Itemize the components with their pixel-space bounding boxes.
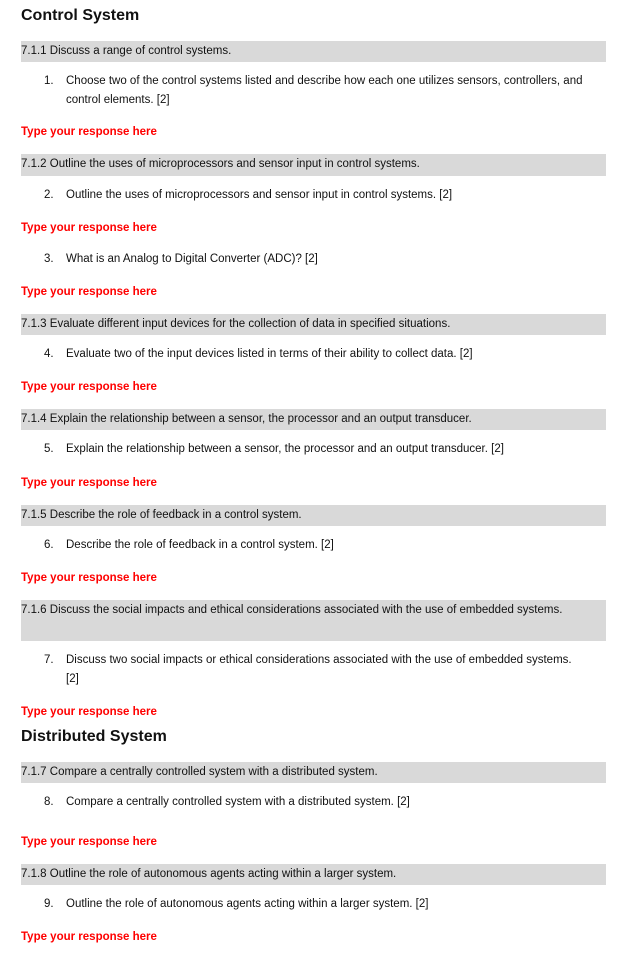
question-number: 3. [44, 253, 54, 265]
question-9 [44, 895, 614, 914]
question-number: 8. [44, 796, 54, 808]
question-number: 9. [44, 898, 54, 910]
question-number: 2. [44, 189, 54, 201]
question-text: Explain the relationship between a sensor, the processor and an output transducer. [2] [66, 443, 504, 455]
question-1 [44, 72, 614, 110]
response-field-2[interactable]: Type your response here [21, 222, 157, 234]
question-4 [44, 345, 614, 364]
response-field-7[interactable]: Type your response here [21, 706, 157, 718]
response-field-4[interactable]: Type your response here [21, 381, 157, 393]
response-field-8[interactable]: Type your response here [21, 836, 157, 848]
question-5 [44, 440, 614, 459]
question-7 [44, 651, 584, 689]
question-text: Discuss two social impacts or ethical considerations associated with the use of embedded systems. [2] [66, 654, 572, 685]
objective-7-1-8: 7.1.8 Outline the role of autonomous agents acting within a larger system. [21, 864, 606, 885]
response-field-5[interactable]: Type your response here [21, 477, 157, 489]
question-8 [44, 793, 614, 812]
objective-7-1-4: 7.1.4 Explain the relationship between a sensor, the processor and an output transducer. [21, 409, 606, 430]
objective-7-1-3: 7.1.3 Evaluate different input devices for the collection of data in specified situations. [21, 314, 606, 335]
question-3 [44, 250, 614, 269]
objective-7-1-5: 7.1.5 Describe the role of feedback in a control system. [21, 505, 606, 526]
response-field-6[interactable]: Type your response here [21, 572, 157, 584]
question-number: 4. [44, 348, 54, 360]
question-number: 1. [44, 75, 54, 87]
question-2 [44, 186, 614, 205]
question-text: Compare a centrally controlled system with a distributed system. [2] [66, 796, 410, 808]
section-heading-distributed-system: Distributed System [21, 728, 167, 745]
question-text: Evaluate two of the input devices listed in terms of their ability to collect data. [2] [66, 348, 473, 360]
question-text: What is an Analog to Digital Converter (ADC)? [2] [66, 253, 318, 265]
question-6 [44, 536, 614, 555]
objective-7-1-7: 7.1.7 Compare a centrally controlled system with a distributed system. [21, 762, 606, 783]
section-heading-control-system: Control System [21, 7, 140, 24]
objective-7-1-1: 7.1.1 Discuss a range of control systems. [21, 41, 606, 62]
question-number: 5. [44, 443, 54, 455]
objective-7-1-2: 7.1.2 Outline the uses of microprocessors and sensor input in control systems. [21, 154, 606, 176]
question-text: Choose two of the control systems listed and describe how each one utilizes sensors, controllers, and control elements. [2] [66, 75, 583, 106]
question-number: 7. [44, 654, 54, 666]
response-field-3[interactable]: Type your response here [21, 286, 157, 298]
question-number: 6. [44, 539, 54, 551]
question-text: Describe the role of feedback in a control system. [2] [66, 539, 334, 551]
question-text: Outline the role of autonomous agents acting within a larger system. [2] [66, 898, 429, 910]
response-field-9[interactable]: Type your response here [21, 931, 157, 943]
objective-7-1-6: 7.1.6 Discuss the social impacts and ethical considerations associated with the use of embedded systems. [21, 600, 606, 641]
question-text: Outline the uses of microprocessors and sensor input in control systems. [2] [66, 189, 453, 201]
response-field-1[interactable]: Type your response here [21, 126, 157, 138]
